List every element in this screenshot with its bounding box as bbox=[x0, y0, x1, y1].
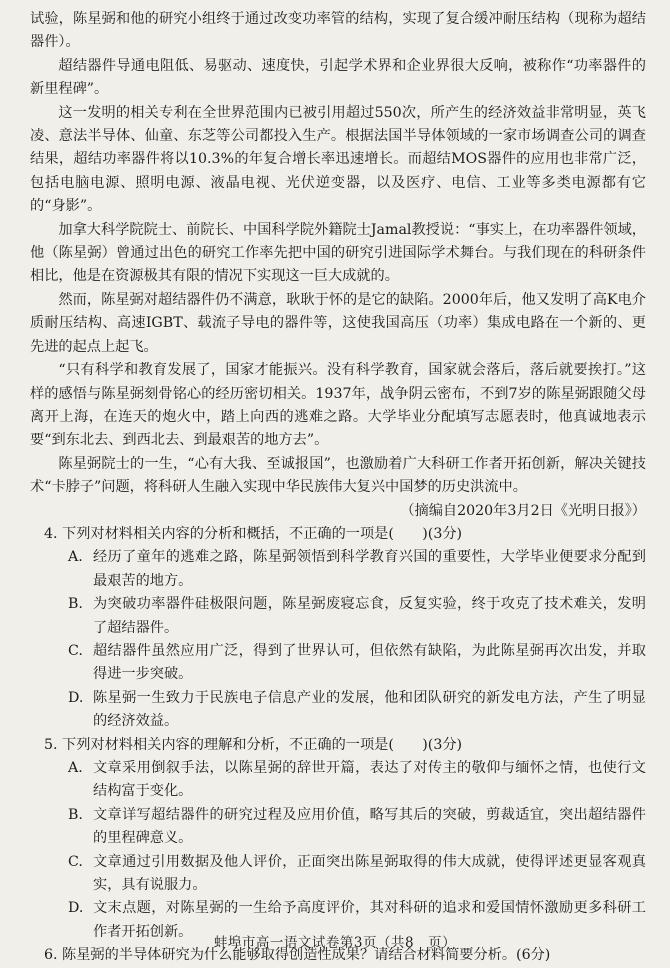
paragraph-4: 加拿大科学院院士、前院长、中国科学院外籍院士Jamal教授说：“事实上，在功率器件领域，他（陈星弼）曾通过出色的研究工作率先把中国的研究引进国际学术舞台。与我们现在的科研条件相比，他是在资源极其有限的情况下实现这一巨大成就的。 bbox=[30, 221, 646, 285]
option-a bbox=[30, 757, 646, 804]
option-text: 文章详写超结器件的研究过程及应用价值，略写其后的突破，剪裁适宜，突出超结器件的里程碑意义。 bbox=[93, 806, 646, 847]
paragraph-3: 这一发明的相关专利在全世界范围内已被引用超过550次，所产生的经济效益非常明显，英飞凌、意法半导体、仙童、东芝等公司都投入生产。根据法国半导体领域的一家市场调查公司的调查结果，超结功率器件将以10.3%的年复合增长率迅速增长。而超结MOS器件的应用也非常广泛，包括电脑电源、照明电源、液晶电视、光伏逆变器，以及医疗、电信、工业等多类电源都有它的“身影”。 bbox=[30, 104, 646, 215]
option-letter: C. bbox=[68, 853, 83, 870]
option-text: 为突破功率器件硅极限问题，陈星弼废寝忘食，反复实验，终于攻克了技术难关，发明了超结器件。 bbox=[93, 596, 646, 636]
option-letter: A. bbox=[68, 549, 83, 566]
option-letter: B. bbox=[68, 596, 83, 613]
option-text: 超结器件虽然应用广泛，得到了世界认可，但依然有缺陷，为此陈星弼再次出发，并取得进一步突破。 bbox=[93, 642, 646, 683]
option-letter: D. bbox=[68, 689, 84, 706]
option-letter: D. bbox=[68, 900, 84, 917]
option-letter: B. bbox=[68, 806, 83, 823]
paragraph-6: “只有科学和教育发展了，国家才能振兴。没有科学教育，国家就会落后，落后就要挨打。”这样的感悟与陈星弼刻骨铭心的经历密切相关。1937年，战争阴云密布，不到7岁的陈星弼跟随父母离开上海，在连天的炮火中，踏上向西的逃难之路。大学毕业分配填写志愿表时，他真诚地表示要“到东北去、到西北去、到最艰苦的地方去”。 bbox=[30, 362, 646, 449]
option-text: 经历了童年的逃难之路，陈星弼领悟到科学教育兴国的重要性，大学毕业便要求分配到最艰苦的地方。 bbox=[93, 549, 646, 589]
option-c bbox=[30, 851, 646, 898]
option-b bbox=[30, 593, 646, 640]
option-a bbox=[30, 546, 646, 593]
paragraph-7: 陈星弼院士的一生，“心有大我、至诚报国”，也激励着广大科研工作者开拓创新，解决关键技术“卡脖子”问题，将科研人生融入实现中华民族伟大复兴中国梦的历史洪流中。 bbox=[30, 455, 646, 496]
option-text: 文章采用倒叙手法，以陈星弼的辞世开篇，表达了对传主的敬仰与缅怀之情，也使行文结构富于变化。 bbox=[93, 760, 646, 800]
option-letter: C. bbox=[68, 642, 83, 659]
question-stem: 4. 下列对材料相关内容的分析和概括，不正确的一项是( )(3分) bbox=[44, 525, 463, 542]
option-c bbox=[30, 640, 646, 687]
paragraph-2: 超结器件导通电阻低、易驱动、速度快，引起学术界和企业界很大反响，被称作“功率器件的新里程碑”。 bbox=[30, 57, 646, 98]
option-d bbox=[30, 687, 646, 734]
option-text: 文末点题，对陈星弼的一生给予高度评价，其对科研的追求和爱国情怀激励更多科研工作者开拓创新。 bbox=[93, 900, 646, 940]
option-b bbox=[30, 804, 646, 851]
question-5 bbox=[30, 734, 646, 945]
option-letter: A. bbox=[68, 760, 83, 776]
question-4 bbox=[30, 523, 646, 734]
question-6: 6. 陈星弼的半导体研究为什么能够取得创造性成果？请结合材料简要分析。(6分) bbox=[44, 947, 551, 964]
page-footer: 蚌埠市高一语文试卷第3页（共8 页） bbox=[213, 934, 457, 951]
question-stem: 5. 下列对材料相关内容的理解和分析，不正确的一项是( )(3分) bbox=[44, 736, 463, 753]
option-text: 文章通过引用数据及他人评价，正面突出陈星弼取得的伟大成就，使得评述更显客观真实，具有说服力。 bbox=[93, 853, 646, 894]
paragraph-5: 然而，陈星弼对超结器件仍不满意，耿耿于怀的是它的缺陷。2000年后，他又发明了高K电介质耐压结构、高速IGBT、载流子导电的器件等，这使我国高压（功率）集成电路在一个新的、更先进的起点上起飞。 bbox=[30, 291, 646, 355]
source-citation: （摘编自2020年3月2日《光明日报》） bbox=[400, 502, 646, 519]
option-text: 陈星弼一生致力于民族电子信息产业的发展，他和团队研究的新发电方法，产生了明显的经济效益。 bbox=[93, 689, 646, 730]
paragraph-1: 试验，陈星弼和他的研究小组终于通过改变功率管的结构，实现了复合缓冲耐压结构（现称为超结器件）。 bbox=[30, 11, 646, 51]
